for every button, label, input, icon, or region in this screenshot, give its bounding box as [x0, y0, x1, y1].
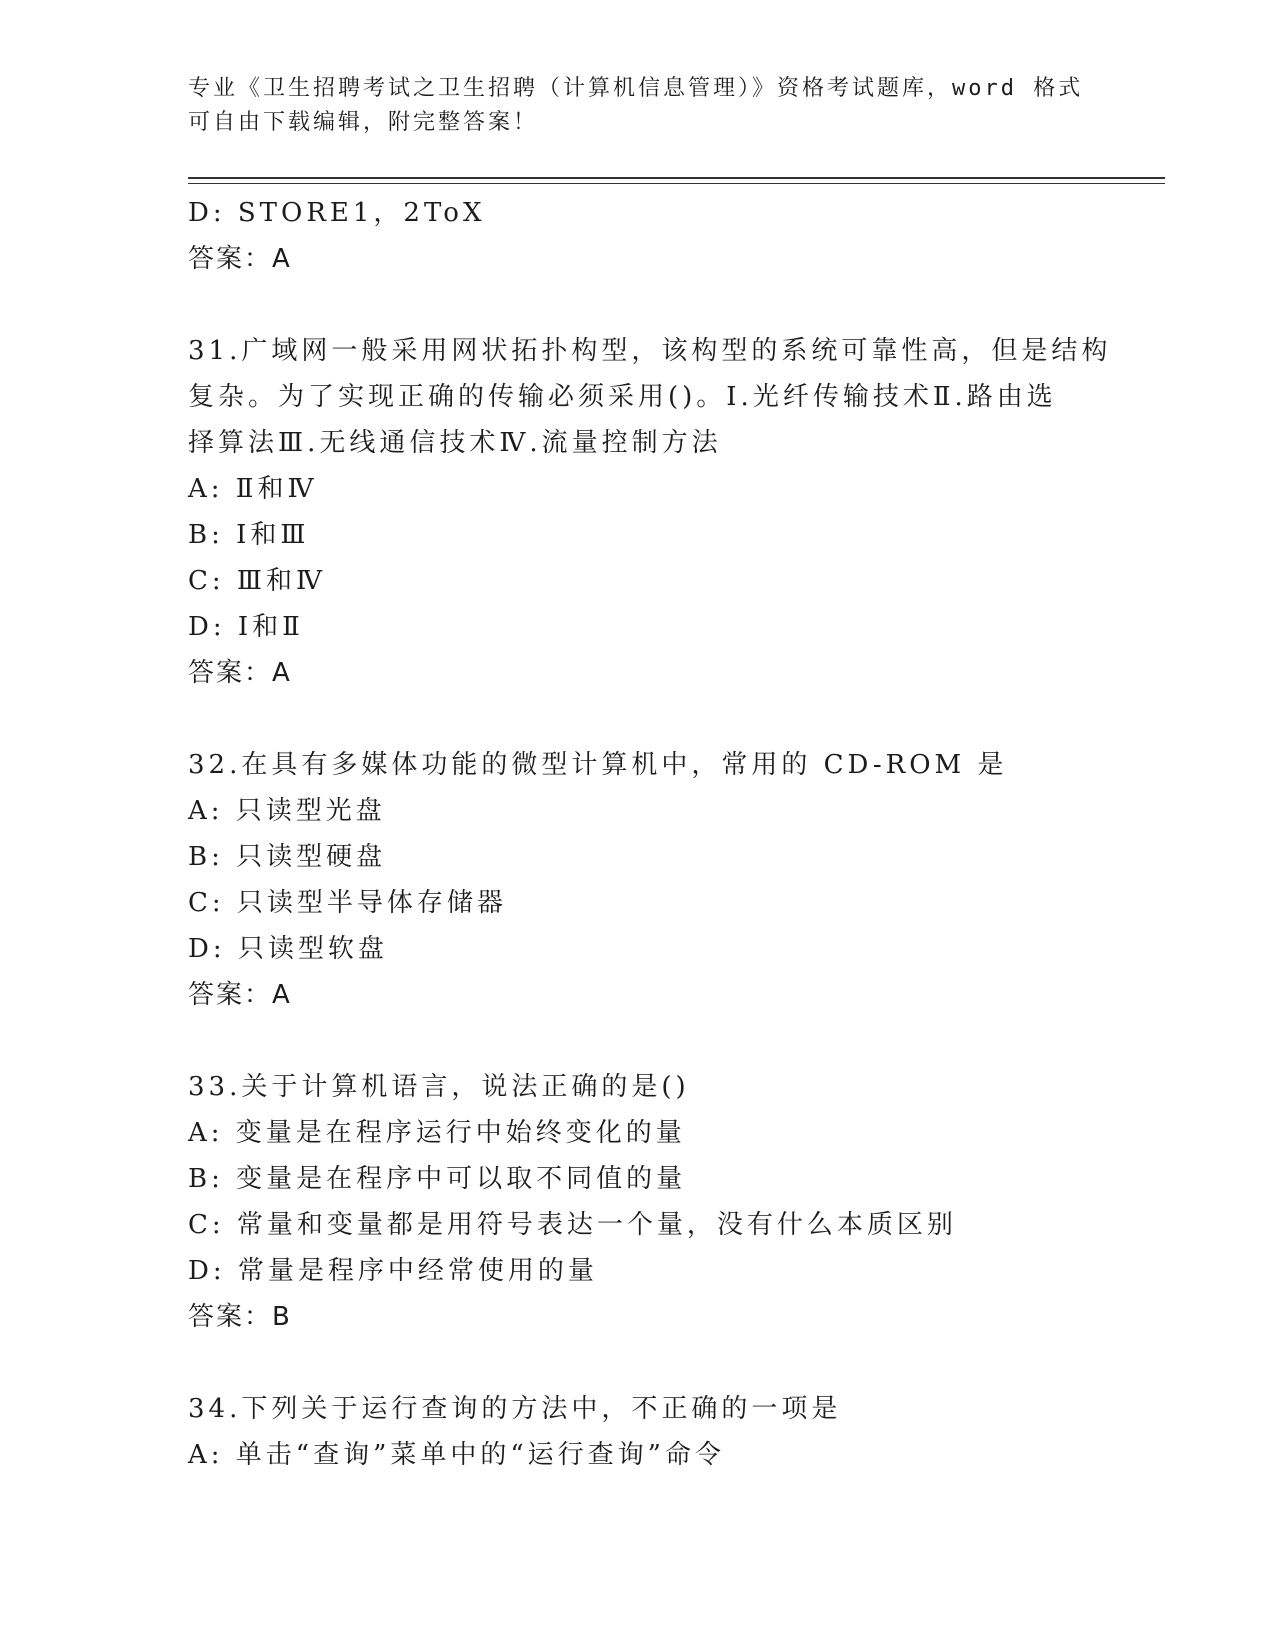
question-32 [188, 742, 1088, 1018]
question-stem-line: 31.广域网一般采用网状拓扑构型，该构型的系统可靠性高，但是结构 [188, 336, 1112, 366]
option-a: A: 只读型光盘 [188, 796, 386, 826]
option-d: D: Ⅰ和Ⅱ [188, 612, 304, 642]
option-c: C: 常量和变量都是用符号表达一个量，没有什么本质区别 [188, 1210, 957, 1240]
answer-line: 答案：A [188, 658, 292, 688]
question-stem-line: 32.在具有多媒体功能的微型计算机中，常用的 CD-ROM 是 [188, 750, 1008, 780]
option-c: C: 只读型半导体存储器 [188, 888, 507, 918]
question-30-tail [188, 190, 1088, 282]
header-divider-thin [188, 183, 1165, 184]
option-b: B: Ⅰ和Ⅲ [188, 520, 310, 550]
header-divider-thick [188, 177, 1165, 179]
option-d: D: STORE1，2ToX [188, 198, 486, 228]
option-a: A: 单击“查询”菜单中的“运行查询”命令 [188, 1440, 725, 1470]
question-stem-line: 33.关于计算机语言，说法正确的是() [188, 1072, 690, 1102]
spacer [188, 1018, 1088, 1064]
option-b: B: 变量是在程序中可以取不同值的量 [188, 1164, 687, 1194]
option-a: A: Ⅱ和Ⅳ [188, 474, 318, 504]
option-d: D: 只读型软盘 [188, 934, 388, 964]
page-header [188, 72, 1084, 140]
question-stem-line: 34.下列关于运行查询的方法中，不正确的一项是 [188, 1394, 842, 1424]
answer-line: 答案：B [188, 1302, 292, 1332]
answer-line: 答案：A [188, 980, 292, 1010]
option-a: A: 变量是在程序运行中始终变化的量 [188, 1118, 686, 1148]
question-stem-line: 择算法Ⅲ.无线通信技术Ⅳ.流量控制方法 [188, 428, 722, 458]
spacer [188, 282, 1088, 328]
option-d: D: 常量是程序中经常使用的量 [188, 1256, 598, 1286]
spacer [188, 696, 1088, 742]
question-33 [188, 1064, 1088, 1340]
option-c: C: Ⅲ和Ⅳ [188, 566, 326, 596]
header-line-2: 可自由下载编辑，附完整答案！ [188, 110, 539, 135]
answer-line: 答案：A [188, 244, 292, 274]
option-b: B: 只读型硬盘 [188, 842, 387, 872]
question-34 [188, 1386, 1088, 1478]
question-31 [188, 328, 1112, 696]
spacer [188, 1340, 1088, 1386]
question-stem-line: 复杂。为了实现正确的传输必须采用()。Ⅰ.光纤传输技术Ⅱ.路由选 [188, 382, 1057, 412]
question-list [188, 190, 1112, 1478]
header-line-1: 专业《卫生招聘考试之卫生招聘（计算机信息管理）》资格考试题库，word 格式 [188, 76, 1084, 101]
